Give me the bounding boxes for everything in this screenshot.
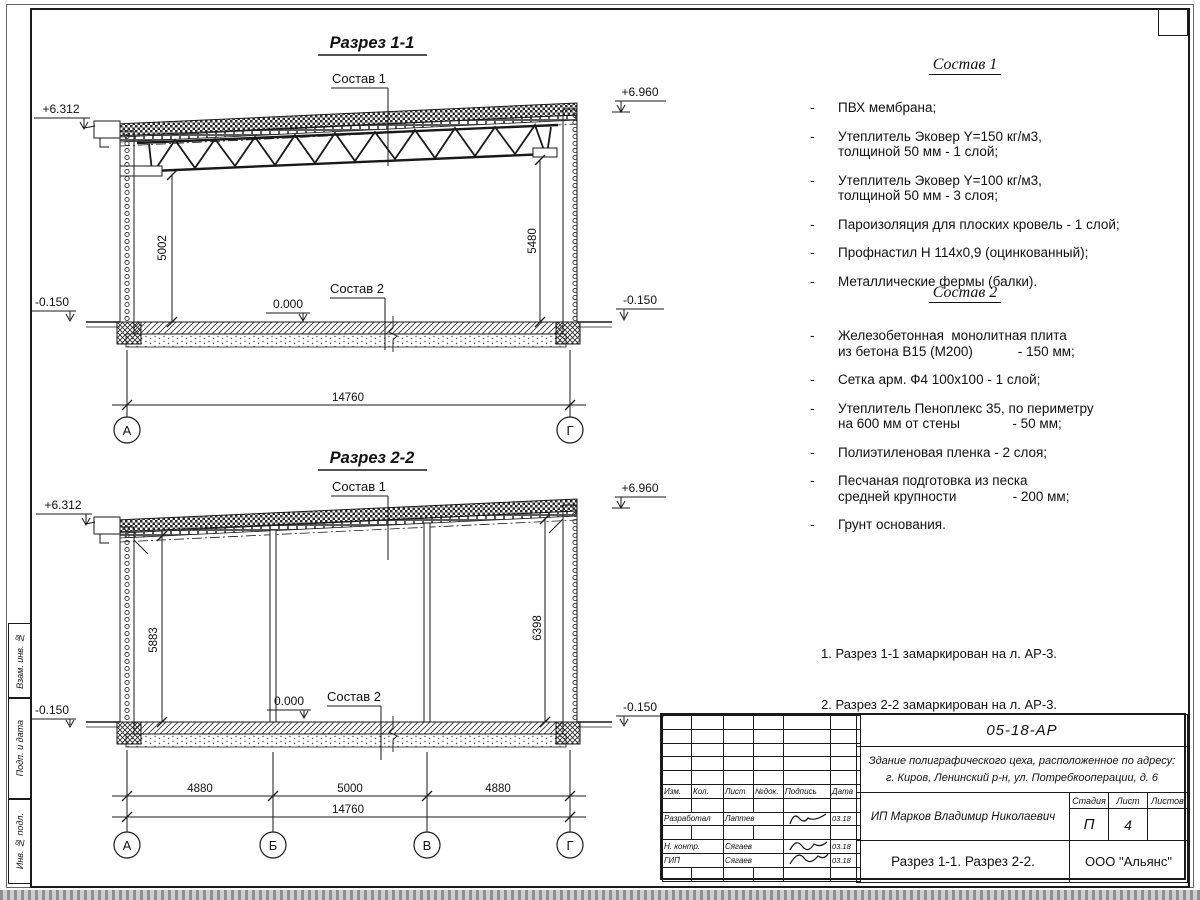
elevation-value: +6.312 xyxy=(44,498,82,512)
section-2-2-drawing xyxy=(0,450,700,862)
composition-2-list xyxy=(800,284,1130,546)
document-number-cell: 05-18-АР xyxy=(856,714,1188,747)
dash-bullet: - xyxy=(810,444,815,460)
margin-label: Взам. инв. № xyxy=(15,633,25,689)
elevation-value: 0.000 xyxy=(273,694,305,708)
wall-left xyxy=(120,527,134,722)
list-item: - ПВХ мембрана; xyxy=(800,100,1130,116)
object-line-2: г. Киров, Ленинский р-н, ул. Потребкооперации, д. 6 xyxy=(885,771,1159,784)
footing-left xyxy=(117,722,141,744)
composition-1-list xyxy=(800,56,1130,302)
list-item: - Утеплитель Эковер Y=100 кг/м3, толщиной 50 мм - 3 слоя; xyxy=(800,173,1130,204)
list-item: - Утеплитель Пеноплекс 35, по периметру на 600 мм от стены - 50 мм; xyxy=(800,401,1130,432)
dash-bullet: - xyxy=(810,100,815,115)
signature-stroke xyxy=(790,842,827,850)
company-cell: ООО "Альянс" xyxy=(1069,840,1188,883)
elev-mark-zero xyxy=(266,313,310,321)
dim-value: 5883 xyxy=(148,627,160,653)
elevation-value: 0.000 xyxy=(272,297,304,311)
elev-mark-minus150-right xyxy=(616,716,664,726)
sand-bed xyxy=(126,334,566,347)
sostav1-label: Состав 1 xyxy=(332,71,386,86)
drawing-title-cell: Разрез 1-1. Разрез 2-2. xyxy=(856,840,1070,883)
elev-mark-6960 xyxy=(612,497,666,508)
role-gip: ГИП xyxy=(663,853,724,867)
sheets-total-header: Листов xyxy=(1147,792,1188,809)
section-title: Разрез 2-2 xyxy=(329,450,415,467)
role-razrabotal: Разработал xyxy=(663,812,724,826)
dash-bullet: - xyxy=(810,400,815,416)
sheet-number-value: 4 xyxy=(1108,808,1148,841)
dash-bullet: - xyxy=(810,328,815,343)
gutter-hook xyxy=(100,534,109,543)
stage-value: П xyxy=(1069,808,1109,841)
title-block xyxy=(660,713,1186,880)
roof-edge-cap xyxy=(94,121,120,138)
elev-mark-minus150-right xyxy=(616,309,664,320)
elevation-value: +6.960 xyxy=(621,481,659,495)
sostav2-label: Состав 2 xyxy=(327,689,381,704)
elev-mark-6960 xyxy=(612,101,666,112)
dash-bullet: - xyxy=(810,245,815,260)
axis-letter: Г xyxy=(566,423,574,438)
dash-bullet: - xyxy=(810,216,815,232)
list-item: - Полиэтиленовая пленка - 2 слоя; xyxy=(800,445,1130,461)
section-1-1-drawing xyxy=(0,0,700,446)
corner-brace-left xyxy=(134,540,148,554)
list-item: - Сетка арм. Ф4 100х100 - 1 слой; xyxy=(800,372,1130,388)
elevation-value: -0.150 xyxy=(34,295,70,309)
object-description-cell xyxy=(856,746,1188,793)
name-syagaev-2: Сягаев xyxy=(724,853,784,867)
note-line: 1. Разрез 1-1 замаркирован на л. АР-3. xyxy=(821,646,1058,661)
signature-stroke xyxy=(790,814,826,824)
gutter-hook xyxy=(100,138,109,147)
dim-value: 4880 xyxy=(485,783,511,795)
footing-right xyxy=(556,722,580,744)
elev-mark-minus150-left xyxy=(30,719,76,727)
wall-left xyxy=(120,131,134,322)
dash-bullet: - xyxy=(810,273,815,289)
col-header-data: Дата xyxy=(831,784,861,798)
sheet-header: Лист xyxy=(1108,792,1148,809)
date-razrabotal: 03.18 xyxy=(831,812,861,826)
date-gip: 03.18 xyxy=(831,853,861,867)
dim-value: 5480 xyxy=(527,228,539,254)
dim-value: 14760 xyxy=(332,392,364,404)
list-item: - Пароизоляция для плоских кровель - 1 слой; xyxy=(800,217,1130,233)
list-item: - Утеплитель Эковер Y=150 кг/м3, толщиной 50 мм - 1 слой; xyxy=(800,129,1130,160)
axis-letter: Б xyxy=(268,838,278,853)
col-header-kol: Кол. xyxy=(692,784,724,798)
note-line: 2. Разрез 2-2 замаркирован на л. АР-3. xyxy=(821,697,1058,712)
list-item: - Профнастил Н 114х0,9 (оцинкованный); xyxy=(800,245,1130,261)
footing-left xyxy=(117,322,141,344)
roof-edge-cap xyxy=(94,517,120,534)
dash-bullet: - xyxy=(810,172,815,188)
margin-label: Инв. № подл. xyxy=(15,812,25,870)
elev-mark-minus150-left xyxy=(30,311,76,321)
client-cell: ИП Марков Владимир Николаевич xyxy=(856,792,1070,841)
composition-2-title: Состав 2 xyxy=(800,284,1130,302)
dash-bullet: - xyxy=(810,517,815,532)
axis-letter: Г xyxy=(566,838,574,853)
name-syagaev-1: Сягаев xyxy=(724,840,784,854)
axis-letter: В xyxy=(422,838,432,853)
axis-letter: А xyxy=(122,838,132,853)
signature-nkontr xyxy=(784,840,831,854)
dim-value: 6398 xyxy=(532,615,544,641)
dash-bullet: - xyxy=(810,128,815,144)
floor-slab xyxy=(134,722,563,734)
margin-label: Подп. и дата xyxy=(15,720,25,777)
list-item: - Грунт основания. xyxy=(800,517,1130,533)
truss-bottom-chord xyxy=(152,154,547,171)
floor-slab xyxy=(134,322,563,334)
signature-razrabotal xyxy=(784,812,831,826)
revision-signature-table xyxy=(662,715,861,882)
stage-header: Стадия xyxy=(1069,792,1109,809)
sostav2-label: Состав 2 xyxy=(330,281,384,296)
dim-value: 4880 xyxy=(187,783,213,795)
dim-value: 5000 xyxy=(337,783,363,795)
footing-right xyxy=(556,322,580,344)
sand-bed xyxy=(126,734,566,747)
corner-inventory-box xyxy=(1158,8,1188,36)
col-header-ndok: №док. xyxy=(754,784,784,798)
section-title: Разрез 1-1 xyxy=(329,34,415,52)
dash-bullet: - xyxy=(810,372,815,387)
date-nkontr: 03.18 xyxy=(831,840,861,854)
col-header-list: Лист xyxy=(724,784,754,798)
dim-value: 5002 xyxy=(157,235,169,261)
elevation-value: -0.150 xyxy=(622,293,658,307)
elevation-value: +6.312 xyxy=(42,102,80,116)
dash-bullet: - xyxy=(810,473,815,488)
sostav1-label: Состав 1 xyxy=(332,479,386,494)
col-header-izm: Изм. xyxy=(663,784,692,798)
elevation-value: -0.150 xyxy=(34,703,70,717)
elev-mark-6312 xyxy=(36,514,95,525)
scan-edge-strip xyxy=(0,890,1200,900)
elevation-value: +6.960 xyxy=(621,85,659,99)
object-line-1: Здание полиграфического цеха, расположенное по адресу: xyxy=(868,755,1176,767)
wall-right xyxy=(563,505,577,722)
column-v xyxy=(424,523,430,722)
list-item: - Металлические фермы (балки). xyxy=(800,274,1130,290)
composition-1-title: Состав 1 xyxy=(800,56,1130,74)
elevation-value: -0.150 xyxy=(622,700,658,714)
list-item: - Железобетонная монолитная плита из бетона В15 (М200) - 150 мм; xyxy=(800,328,1130,359)
list-item: - Песчаная подготовка из песка средней крупности - 200 мм; xyxy=(800,473,1130,504)
name-laptev: Лаптев xyxy=(724,812,784,826)
wall-right xyxy=(563,109,577,322)
col-header-podpis: Подпись xyxy=(784,784,831,798)
elev-mark-6312 xyxy=(34,118,95,129)
role-nkontr: Н. контр. xyxy=(663,840,724,854)
dim-value: 14760 xyxy=(332,804,364,816)
axis-letter: А xyxy=(122,423,132,438)
sheets-total-value xyxy=(1147,808,1188,841)
